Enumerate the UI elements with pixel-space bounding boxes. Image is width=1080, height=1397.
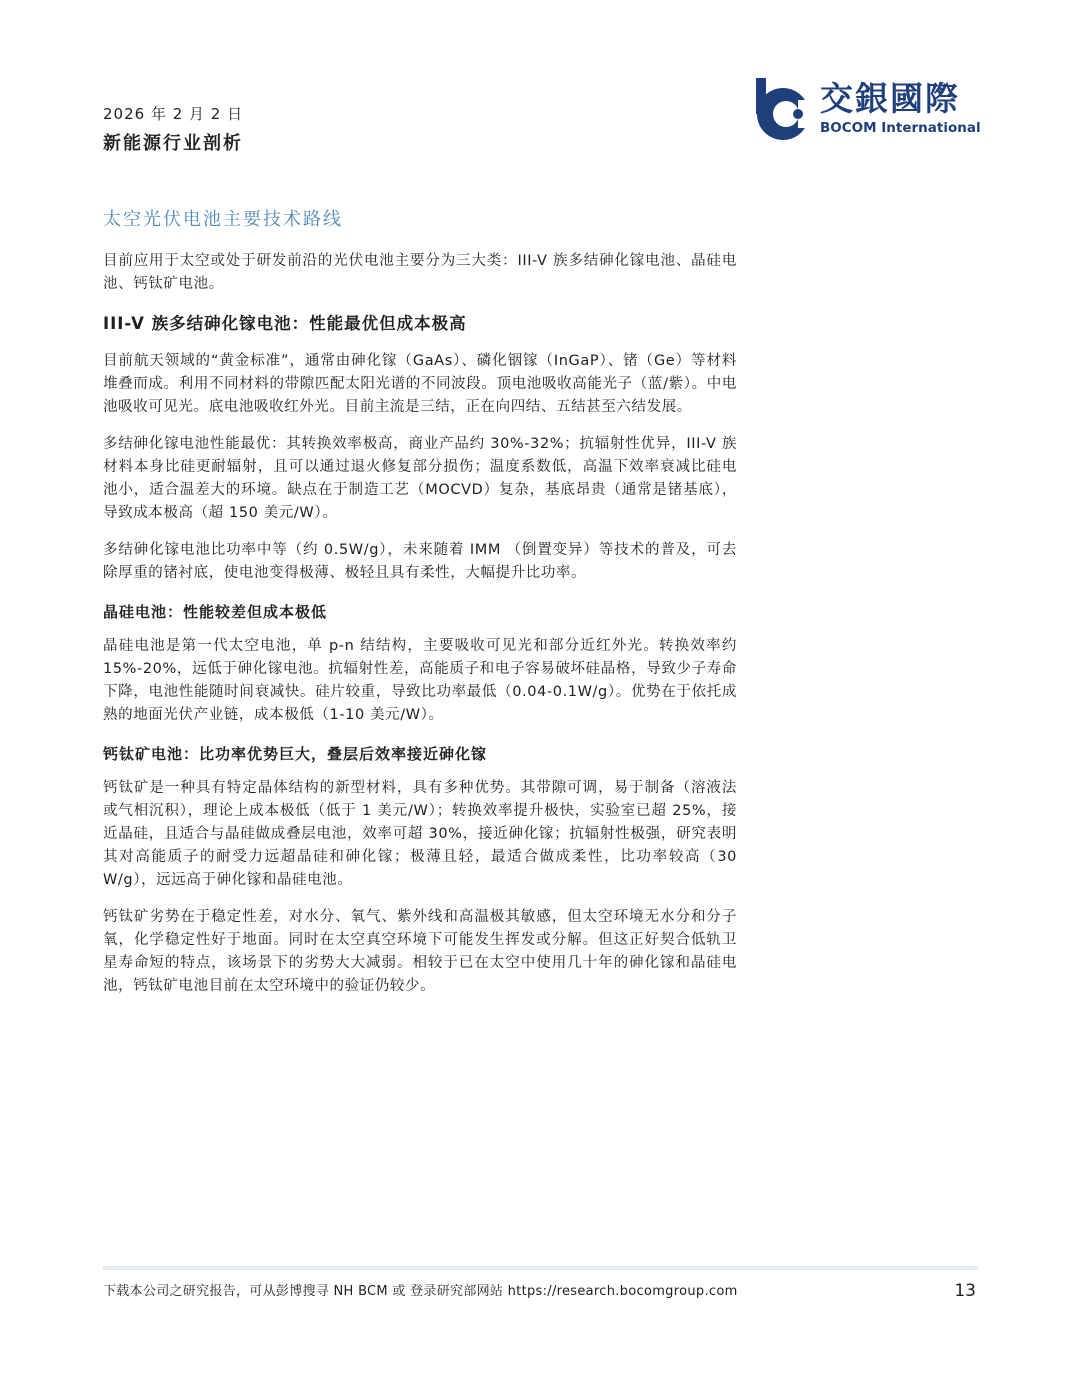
silicon-heading: 晶硅电池：性能较差但成本极低 [103, 603, 328, 621]
gaas-paragraph: 目前航天领域的“黄金标准”，通常由砷化镓（GaAs）、磷化铟镓（InGaP）、锗（Ge）等材料堆叠而成。利用不同材料的带隙匹配太阳光谱的不同波段。顶电池吸收高能光子（蓝/紫）。中电池吸收可见光。底电池吸收红外光。目前主流是三结，正在向四结、五结甚至六结发展。 [103, 353, 737, 415]
report-sector: 新能源行业剖析 [103, 133, 243, 154]
logo-chinese-name: 交銀國際 [820, 79, 960, 118]
bocom-logo [752, 78, 982, 144]
perovskite-paragraph: 钙钛矿是一种具有特定晶体结构的新型材料，具有多种优势。其带隙可调，易于制备（溶液法或气相沉积），理论上成本极低（低于 1 美元/W）；转换效率提升极快，实验室已超 25%，接近晶硅，且适合与晶硅做成叠层电池，效率可超 30%，接近砷化镓；抗辐射性极强，研究表明其对高能质子的耐受力远超晶硅和砷化镓；极薄且轻，最适合做成柔性，比功率较高（30 W/g），远远高于砷化镓和晶硅电池。 [103, 780, 737, 888]
page-number: 13 [954, 1281, 976, 1301]
perovskite-paragraph: 钙钛矿劣势在于稳定性差，对水分、氧气、紫外线和高温极其敏感，但太空环境无水分和分子氧，化学稳定性好于地面。同时在太空真空环境下可能发生挥发或分解。但这正好契合低轨卫星寿命短的特点，该场景下的劣势大大减弱。相较于已在太空中使用几十年的砷化镓和晶硅电池，钙钛矿电池目前在太空环境中的验证仍较少。 [103, 909, 737, 994]
gaas-heading: III-V 族多结砷化镓电池：性能最优但成本极高 [103, 314, 467, 333]
gaas-paragraph: 多结砷化镓电池比功率中等（约 0.5W/g），未来随着 IMM （倒置变异）等技术的普及，可去除厚重的锗衬底，使电池变得极薄、极轻且具有柔性，大幅提升比功率。 [103, 542, 737, 581]
silicon-paragraph: 晶硅电池是第一代太空电池，单 p-n 结结构，主要吸收可见光和部分近红外光。转换效率约 15%-20%，远低于砷化镓电池。抗辐射性差，高能质子和电子容易破坏硅晶格，导致少子寿命下降，电池性能随时间衰减快。硅片较重，导致比功率最低（0.04-0.1W/g）。优势在于依托成熟的地面光伏产业链，成本极低（1-10 美元/W）。 [103, 638, 737, 723]
report-body [103, 206, 737, 1012]
report-header [103, 104, 243, 156]
footer-disclaimer: 下载本公司之研究报告，可从彭博搜寻 NH BCM 或 登录研究部网站 https://research.bocomgroup.com [103, 1284, 738, 1299]
logo-english-name: BOCOM International [820, 120, 981, 136]
gaas-paragraph: 多结砷化镓电池性能最优：其转换效率极高，商业产品约 30%-32%；抗辐射性优异，III-V 族材料本身比硅更耐辐射，且可以通过退火修复部分损伤；温度系数低，高温下效率衰减比硅电池小，适合温差大的环境。缺点在于制造工艺（MOCVD）复杂，基底昂贵（通常是锗基底），导致成本极高（超 150 美元/W）。 [103, 436, 737, 521]
perovskite-heading: 钙钛矿电池：比功率优势巨大，叠层后效率接近砷化镓 [103, 745, 488, 763]
section-title: 太空光伏电池主要技术路线 [103, 209, 343, 230]
bocom-logo-icon [752, 78, 814, 140]
footer-divider [103, 1266, 978, 1270]
report-date: 2026 年 2 月 2 日 [103, 105, 244, 123]
section-intro: 目前应用于太空或处于研发前沿的光伏电池主要分为三大类：III-V 族多结砷化镓电池、晶硅电池、钙钛矿电池。 [103, 253, 737, 292]
